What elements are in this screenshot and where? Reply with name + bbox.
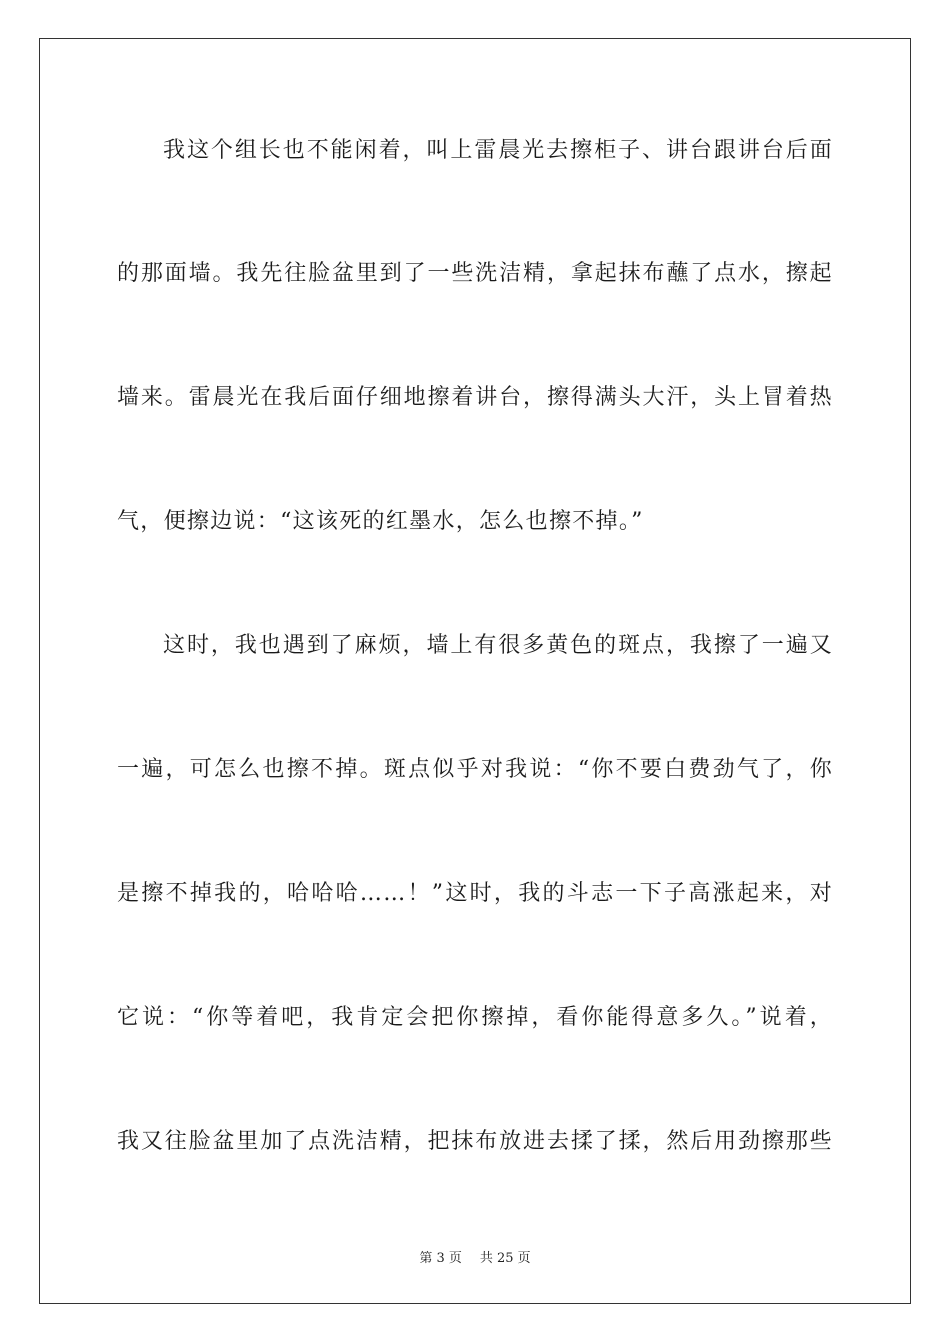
paragraph-2-line-5: 我又往脸盆里加了点洗洁精，把抹布放进去揉了揉，然后用劲擦那些 <box>117 1129 833 1154</box>
paragraph-1-line-3: 墙来。雷晨光在我后面仔细地擦着讲台，擦得满头大汗，头上冒着热 <box>117 385 833 410</box>
paragraph-1-line-4: 气，便擦边说：“这该死的红墨水，怎么也擦不掉。” <box>117 509 644 534</box>
paragraph-2-line-2: 一遍，可怎么也擦不掉。斑点似乎对我说：“你不要白费劲气了，你 <box>117 757 833 782</box>
total-pages: 共 25 页 <box>479 1251 531 1266</box>
paragraph-2-line-1: 这时，我也遇到了麻烦，墙上有很多黄色的斑点，我擦了一遍又 <box>163 633 833 658</box>
paragraph-2-line-3: 是擦不掉我的，哈哈哈……！”这时，我的斗志一下子高涨起来，对 <box>117 881 833 906</box>
paragraph-1-line-2: 的那面墙。我先往脸盆里到了一些洗洁精，拿起抹布蘸了点水，擦起 <box>117 261 833 286</box>
page-border <box>39 38 911 1304</box>
paragraph-2-line-4: 它说：“你等着吧，我肯定会把你擦掉，看你能得意多久。”说着， <box>117 1005 833 1030</box>
paragraph-1-line-1: 我这个组长也不能闲着，叫上雷晨光去擦柜子、讲台跟讲台后面 <box>163 138 833 163</box>
page-number: 第 3 页 <box>419 1251 462 1266</box>
page-footer <box>0 1247 950 1266</box>
